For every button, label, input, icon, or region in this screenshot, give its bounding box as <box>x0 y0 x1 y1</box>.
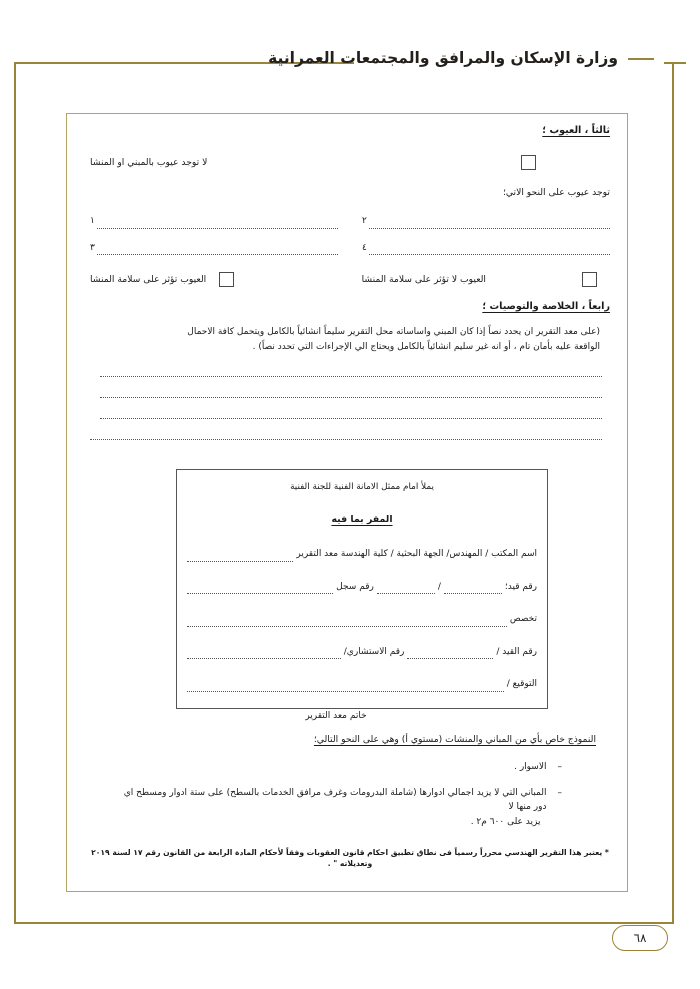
summary-input-line[interactable] <box>100 388 602 398</box>
list-item-text <box>120 786 547 830</box>
summary-input-lines <box>90 367 610 440</box>
committee-heading: المقر بما فيه <box>331 514 393 526</box>
defect-number: ١ <box>90 216 95 227</box>
bullet-dash-icon: – <box>557 761 562 772</box>
committee-field-specialty-label: تخصص <box>509 614 537 625</box>
committee-field-membership[interactable] <box>187 646 537 660</box>
defect-input-line[interactable] <box>97 246 338 255</box>
defects-affect-safety-checkbox[interactable] <box>219 272 234 287</box>
no-defects-row <box>90 155 610 170</box>
defect-item[interactable] <box>90 242 338 256</box>
committee-field-signature-label: التوقيع / <box>506 679 537 690</box>
ministry-title: وزارة الإسكان والمرافق والمجتمعات العمرانية <box>268 49 618 68</box>
committee-field-consultant-no-input[interactable] <box>187 650 341 659</box>
committee-stamp-label: خاتم معد التقرير <box>305 710 367 721</box>
page-body <box>90 124 610 884</box>
defect-input-line[interactable] <box>369 220 610 229</box>
summary-input-line[interactable] <box>90 430 602 440</box>
defect-input-line[interactable] <box>369 246 610 255</box>
notes-bullet-list <box>90 760 610 829</box>
summary-instruction-line2: الواقعة عليه بأمان تام ، أو انه غير سليم انشائياً بالكامل ويحتاج الي الإجراءات التي تحدد نصاً) . <box>252 342 600 353</box>
summary-instruction <box>90 325 610 355</box>
committee-field-reg-separator: / <box>437 581 441 592</box>
defect-number: ٣ <box>90 242 95 253</box>
defects-affect-safety-label: العيوب تؤثر على سلامة المنشا <box>90 273 207 285</box>
committee-field-signature-input[interactable] <box>187 683 504 692</box>
summary-input-line[interactable] <box>100 409 602 419</box>
page-number-badge <box>612 925 668 951</box>
committee-field-registration[interactable] <box>187 581 537 595</box>
legal-footnote: * يعتبر هذا التقرير الهندسي محرراً رسمياً فى نطاق تطبيق احكام قانون العقوبات وفقاً لأحكام المادة الرابعة من القانون رقم ١٧ لسنة ٢٠١٩ وتعديلاته " . <box>91 847 609 868</box>
outer-frame-top-right-rule <box>664 62 686 64</box>
section-summary <box>90 300 610 440</box>
committee-field-membership-no-label: رقم القيد / <box>496 646 537 657</box>
defects-exist-label: توجد عيوب على النحو الاتي؛ <box>502 187 610 199</box>
committee-field-record-no-input[interactable] <box>187 585 333 594</box>
list-item-text-line2: يزيد على ٦٠٠ م٢ . <box>470 816 541 827</box>
committee-field-record-no-label: رقم سجل <box>336 581 374 592</box>
defects-list <box>90 215 610 255</box>
committee-field-name-input[interactable] <box>187 553 293 562</box>
notes-title: النموذج خاص بأي من المباني والمنشات (مستوي أ) وهي على النحو التالي؛ <box>313 734 596 746</box>
defect-item[interactable] <box>362 215 610 229</box>
defects-exist-row <box>90 186 610 200</box>
defects-not-affect-safety-label: العيوب لا تؤثر على سلامة المنشا <box>361 273 486 285</box>
no-defects-checkbox[interactable] <box>521 155 536 170</box>
defect-number: ٢ <box>362 216 367 227</box>
committee-top-note: يملأ امام ممثل الامانة الفنية للجنة الفنية <box>290 482 434 492</box>
defect-number: ٤ <box>362 242 367 253</box>
committee-field-name[interactable] <box>187 548 537 562</box>
list-item-text: الاسوار . <box>514 761 547 772</box>
list-item-text-line1: المباني التي لا يزيد اجمالي ادوارها (شاملة البدرومات وغرف مرافق الخدمات بالسطح) على ستة ادوار ومسطح اي دور منها لا <box>123 787 547 813</box>
committee-field-reg-no-label: رقم قيد؛ <box>504 581 537 592</box>
committee-field-specialty[interactable] <box>187 613 537 627</box>
committee-field-consultant-no-label: رقم الاستشاري/ <box>343 646 405 657</box>
committee-field-specialty-input[interactable] <box>187 618 507 627</box>
committee-field-membership-no-input[interactable] <box>407 650 493 659</box>
committee-field-signature[interactable] <box>187 678 537 692</box>
defect-input-line[interactable] <box>97 220 338 229</box>
section-defects-title: ثالثاً ، العيوب ؛ <box>542 125 610 136</box>
defects-list-row <box>90 242 610 256</box>
list-item <box>120 760 562 775</box>
defect-safety-options-row <box>90 272 610 287</box>
defect-item[interactable] <box>90 215 338 229</box>
header-dash-icon <box>628 58 654 60</box>
summary-input-line[interactable] <box>100 367 602 377</box>
bullet-dash-icon: – <box>557 787 562 798</box>
defect-item[interactable] <box>362 242 610 256</box>
notes-section <box>90 724 610 829</box>
list-item <box>120 786 562 830</box>
committee-field-reg-sub-input[interactable] <box>377 585 435 594</box>
section-defects <box>90 124 610 287</box>
defects-list-row <box>90 215 610 229</box>
committee-field-reg-no-input[interactable] <box>444 585 502 594</box>
defects-not-affect-safety-checkbox[interactable] <box>582 272 597 287</box>
summary-instruction-line1: (على معد التقرير ان يحدد نصاً إذا كان المبني واساساته محل التقرير سليماً انشائياً بالكامل ويتحمل كافة الاحمال <box>187 327 600 338</box>
document-header <box>268 44 654 74</box>
no-defects-label: لا توجد عيوب بالمبني او المنشا <box>90 156 208 168</box>
committee-box <box>176 469 548 721</box>
committee-field-name-label: اسم المكتب / المهندس/ الجهة البحثية / كلية الهندسة معد التقرير <box>296 549 537 560</box>
page-number: ٦٨ <box>633 931 647 945</box>
section-summary-title: رابعاً ، الخلاصة والتوصيات ؛ <box>482 301 610 312</box>
